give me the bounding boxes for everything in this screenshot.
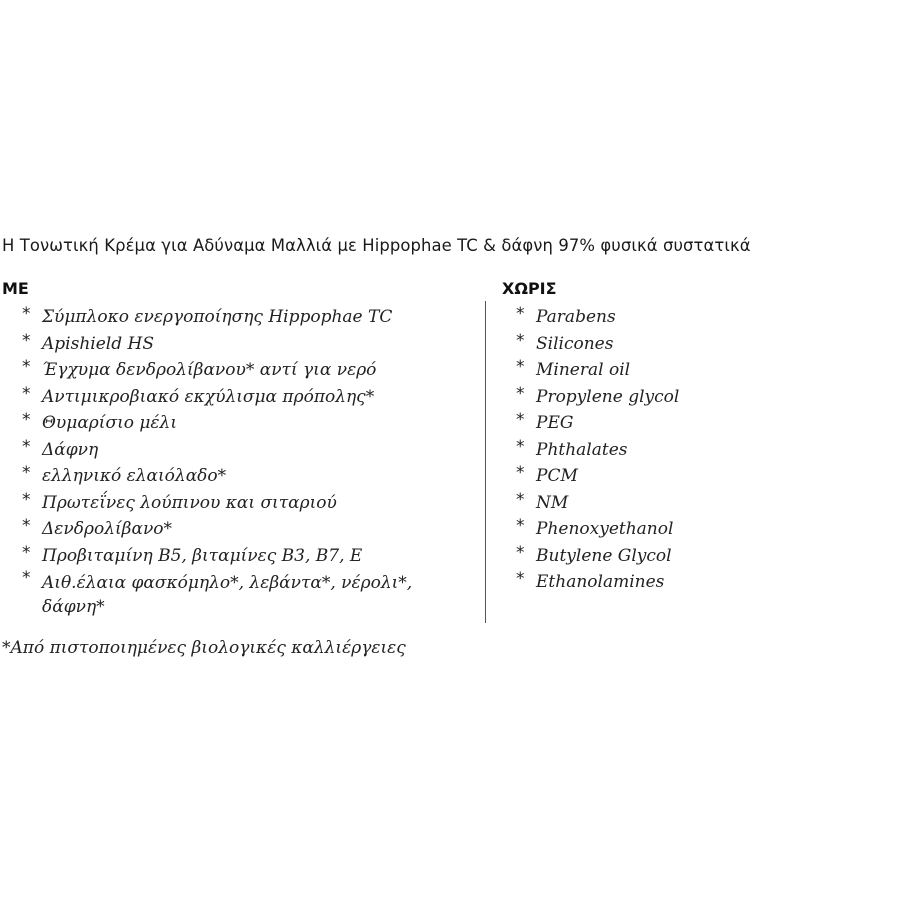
list-item [516,384,876,411]
excluded-ingredient-label: Ethanolamines [536,572,665,592]
list-item [22,543,462,570]
asterisk-bullet-icon: * [22,568,31,588]
asterisk-bullet-icon: * [22,410,31,430]
list-item [22,357,462,384]
asterisk-bullet-icon: * [22,463,31,483]
asterisk-bullet-icon: * [22,489,31,510]
asterisk-bullet-icon: * [516,436,525,457]
list-item [516,569,876,596]
asterisk-bullet-icon: * [22,383,31,404]
list-item [22,331,462,358]
asterisk-bullet-icon: * [516,463,525,483]
product-headline: Η Τονωτική Κρέμα για Αδύναμα Μαλλιά με Hippophae TC & δάφνη 97% φυσικά συστατικά [2,236,751,255]
asterisk-bullet-icon: * [516,569,525,589]
ingredient-label: Θυμαρίσιο μέλι [42,413,177,433]
list-item [22,516,462,543]
list-item [516,304,876,331]
list-item [22,569,462,619]
list-item [22,437,462,464]
ingredient-label: Σύμπλοκο ενεργοποίησης Hippophae TC [42,307,393,327]
asterisk-bullet-icon: * [22,436,31,457]
asterisk-bullet-icon: * [516,410,525,430]
excluded-ingredient-label: NM [536,492,569,513]
asterisk-bullet-icon: * [516,489,525,510]
ingredient-label: Δάφνη [42,439,99,460]
excluded-ingredient-label: PCM [536,466,578,486]
list-item [22,463,462,490]
ingredient-label: Προβιταμίνη B5, βιταμίνες B3, B7, E [42,545,363,566]
list-item [516,490,876,517]
asterisk-bullet-icon: * [22,542,31,563]
list-item [516,463,876,490]
list-item [516,357,876,384]
asterisk-bullet-icon: * [516,330,525,351]
ingredient-label: Δενδρολίβανο* [42,519,173,539]
without-ingredients-list [516,304,876,596]
excluded-ingredient-label: Parabens [536,307,616,327]
with-ingredients-list [22,304,462,619]
excluded-ingredient-label: Mineral oil [536,360,631,380]
list-item [22,304,462,331]
asterisk-bullet-icon: * [22,357,31,377]
excluded-ingredient-label: PEG [536,413,574,433]
asterisk-bullet-icon: * [22,304,31,324]
organic-footnote: *Από πιστοποιημένες βιολογικές καλλιέργειες [2,638,406,658]
ingredient-label: Αντιμικροβιακό εκχύλισμα πρόπολης* [42,386,375,407]
excluded-ingredient-label: Silicones [536,333,614,354]
ingredient-label: Apishield HS [42,333,154,354]
excluded-ingredient-label: Butylene Glycol [536,545,672,566]
list-item [516,331,876,358]
ingredient-label: Πρωτεΐνες λούπινου και σιταριού [42,492,337,513]
ingredient-label: Αιθ.έλαια φασκόμηλο*, λεβάντα*, νέρολι*, δάφνη* [42,573,413,617]
asterisk-bullet-icon: * [516,357,525,377]
ingredient-label: Έγχυμα δενδρολίβανου* αντί για νερό [42,360,377,380]
asterisk-bullet-icon: * [22,516,31,536]
asterisk-bullet-icon: * [516,383,525,404]
asterisk-bullet-icon: * [516,516,525,536]
asterisk-bullet-icon: * [22,330,31,351]
excluded-ingredient-label: Propylene glycol [536,386,680,407]
ingredient-label: ελληνικό ελαιόλαδο* [42,466,227,486]
without-heading: ΧΩΡΙΣ [502,279,557,298]
list-item [22,490,462,517]
list-item [516,516,876,543]
asterisk-bullet-icon: * [516,542,525,563]
excluded-ingredient-label: Phthalates [536,439,628,460]
list-item [22,384,462,411]
list-item [516,543,876,570]
with-heading: ΜΕ [2,279,29,298]
excluded-ingredient-label: Phenoxyethanol [536,519,674,539]
list-item [22,410,462,437]
list-item [516,437,876,464]
column-divider [485,301,486,623]
asterisk-bullet-icon: * [516,304,525,324]
list-item [516,410,876,437]
